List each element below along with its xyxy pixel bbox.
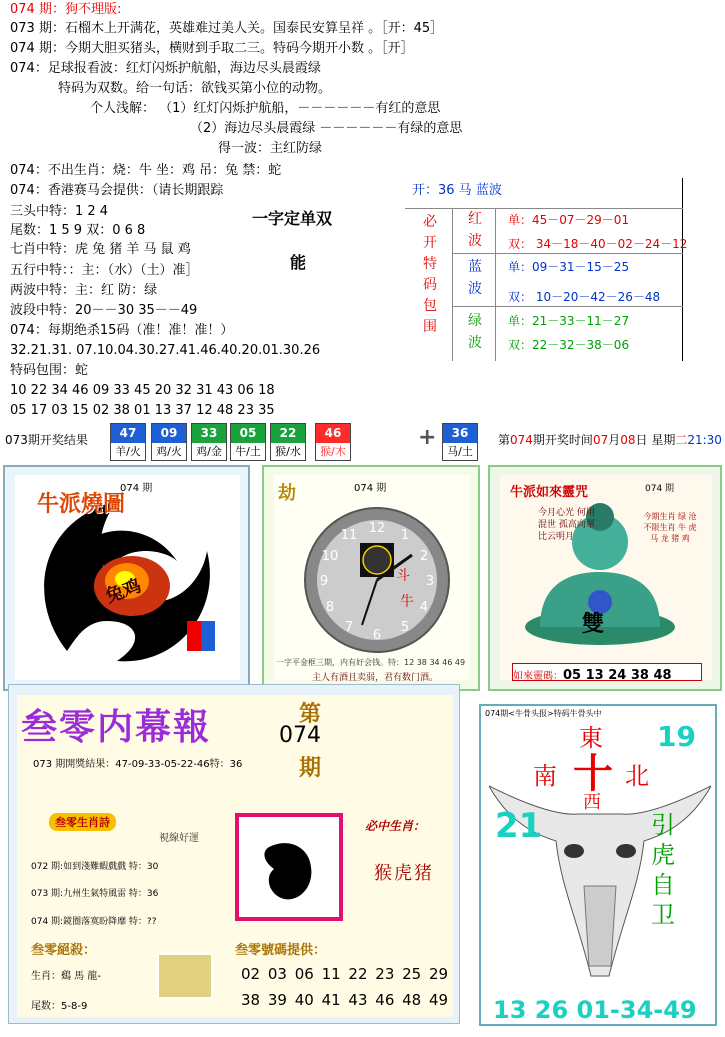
- wave-green-label: 绿 波: [468, 313, 482, 351]
- svg-text:4: 4: [419, 600, 429, 615]
- wave-green-odd: 单：21－33－11－27: [508, 314, 630, 328]
- text-line-8: 得一波：主红防绿: [218, 141, 323, 156]
- svg-text:7: 7: [344, 620, 354, 635]
- edition-title: 狗不理版:: [64, 2, 122, 17]
- skull-bottom-numbers: 13 26 01-34-49: [493, 996, 697, 1024]
- text-line-7: （2）海边尽头晨霞绿 －－－－－－有绿的意思: [190, 121, 463, 136]
- ball-number: 47: [111, 424, 145, 443]
- single-double-banner: 一字定单双: [252, 209, 333, 228]
- wave-green-even: 双：22－32－38－06: [508, 338, 630, 352]
- svg-text:2: 2: [419, 549, 429, 564]
- text-line-4: 074：足球报看波：红灯闪烁护航船，海边尽头晨霞绿: [10, 61, 321, 76]
- ball-zodiac: 猴/木: [320, 445, 346, 458]
- skull-number-21: 21: [495, 806, 543, 846]
- text-line-3: 074 期：今期大胆买猪头，横财到手取二三。特码今期开小数 。［开］: [10, 41, 414, 56]
- dir-north: 北: [625, 762, 649, 790]
- issue-number: 074 期：: [10, 2, 65, 17]
- insider-codes-2: 38 39 40 41 43 46 48 49: [241, 991, 449, 1009]
- text-line-21: 05 17 03 15 02 38 01 13 37 12 48 23 35: [10, 403, 275, 418]
- text-line-13: 七肖中特：虎 兔 猪 羊 马 鼠 鸡: [10, 242, 191, 257]
- clock-face: [302, 505, 452, 655]
- insider-code-label: 叁零號碼提供：: [235, 943, 327, 958]
- text-line-6: 个人浅解： （1）红灯闪烁护航船，－－－－－－有红的意思: [90, 101, 441, 116]
- skull-number-19: 19: [657, 720, 696, 753]
- insider-kill-sx: 生肖：鷄 馬 龍-: [31, 971, 101, 982]
- skull-header: 074期<牛骨头报>特码牛骨头中: [485, 709, 602, 718]
- text-line-12: 尾数：1 5 9 双：0 6 8: [10, 223, 146, 238]
- insider-codes-1: 02 03 06 11 22 23 25 29: [241, 965, 449, 983]
- svg-text:12: 12: [368, 521, 386, 536]
- clock-issue: 074 期: [354, 483, 387, 494]
- wave-open-prefix: 开：36 马: [412, 183, 476, 198]
- text-line-17: 074：每期绝杀15码（准！准！准！）: [10, 323, 234, 338]
- plus-sign: +: [418, 425, 437, 450]
- wave-blue-label: 蓝 波: [468, 259, 482, 297]
- text-line-9: 074：不出生肖：烧：牛 坐：鸡 吊：兔 禁：蛇: [10, 163, 282, 178]
- wave-side-label: 必 开 特 码 包 围: [423, 214, 437, 335]
- insider-tag2: 視線好運: [159, 833, 199, 844]
- insider-kill-label: 叁零絕殺：: [31, 943, 97, 958]
- dir-cross: 十: [573, 751, 613, 797]
- dir-west: 西: [583, 792, 601, 813]
- svg-text:1: 1: [400, 528, 410, 543]
- clock-title: 劫: [278, 483, 296, 504]
- insider-qi: 期: [299, 756, 322, 781]
- result-label: 073期开奖结果: [5, 433, 88, 447]
- svg-text:5: 5: [400, 620, 410, 635]
- insider-image-box: [235, 813, 343, 921]
- svg-text:3: 3: [425, 574, 435, 589]
- svg-text:8: 8: [325, 600, 335, 615]
- wave-open-color: 蓝波: [475, 183, 502, 198]
- result-ball: [110, 423, 146, 461]
- ball-number: 22: [271, 424, 305, 443]
- text-line-18: 32.21.31. 07.10.04.30.27.41.46.40.20.01.30.26: [10, 343, 321, 358]
- text-line-2: 073 期：石榴木上开满花，英雄难过美人关。国泰民安算呈祥 。［开：45］: [10, 21, 444, 36]
- wave-open-line: [412, 182, 502, 200]
- ball-number: 33: [192, 424, 226, 443]
- result-ball: [191, 423, 227, 461]
- text-line-16: 波段中特：20－－30 35－－49: [10, 303, 198, 318]
- clock-word-2: 牛: [400, 594, 414, 610]
- panel-burn-chart: [3, 465, 250, 691]
- panel-insider: [8, 684, 460, 1024]
- ball-number: 36: [443, 424, 477, 443]
- ball-zodiac: 猴/水: [275, 445, 301, 458]
- text-line-14: 五行中特：：主：（水）（土）准］: [10, 263, 199, 278]
- clock-bottom-1: 一字平金框三期，内有好会钱。特：12 38 34 46 49: [276, 658, 466, 667]
- wave-red-even: 双： 34－18－40－02－24－12: [508, 237, 688, 251]
- panel-clock: [262, 465, 480, 691]
- insider-row-3: 074 期:鏡圈落寞盼降靡 特：??: [31, 917, 157, 927]
- result-ball: [151, 423, 187, 461]
- buddha-issue: 074 期: [645, 484, 675, 494]
- result-ball: [270, 423, 306, 461]
- wave-red-odd: 单：45－07－29－01: [508, 213, 630, 227]
- insider-tag1: 叁零生肖詩: [49, 813, 116, 831]
- text-line-5: 特码为双数。给一句话：欲钱买第小位的动物。: [58, 81, 332, 96]
- svg-text:6: 6: [372, 628, 382, 643]
- burn-title: 牛派燒圖: [37, 491, 126, 517]
- ball-zodiac: 羊/火: [115, 445, 141, 458]
- svg-text:10: 10: [321, 549, 339, 564]
- insider-row-1: 072 期:如到淺難蝦戲戲 特：30: [31, 862, 159, 872]
- insider-zodiac: 猴虎猪: [374, 863, 434, 884]
- text-line-11: 三头中特：1 2 4: [10, 204, 109, 219]
- ball-number: 46: [316, 424, 350, 443]
- wave-table: [405, 178, 688, 361]
- wave-blue-even: 双： 10－20－42－26－48: [508, 290, 661, 304]
- ball-zodiac: 鸡/金: [196, 445, 222, 458]
- issue-line: [10, 1, 121, 19]
- next-draw-info: 第074期开奖时间07月08日 星期二21:30: [498, 433, 722, 447]
- panel-skull: [479, 704, 717, 1026]
- text-line-10: 074：香港赛马会提供：（请长期跟踪: [10, 183, 224, 198]
- svg-text:11: 11: [340, 528, 358, 543]
- result-ball: [315, 423, 351, 461]
- buddha-bottom: 如來靈碼：05 13 24 38 48: [512, 663, 702, 681]
- result-ball: [442, 423, 478, 461]
- text-line-20: 10 22 34 46 09 33 45 20 32 31 43 06 18: [10, 383, 275, 398]
- text-line-15: 两波中特：主：红 防：绿: [10, 283, 158, 298]
- burn-issue: 074 期: [120, 483, 153, 494]
- ball-zodiac: 牛/土: [235, 445, 261, 458]
- insider-issue: 074: [279, 723, 321, 748]
- insider-zodiac-label: 必中生肖：: [365, 819, 426, 833]
- insider-prev: 073 期開獎結果：47-09-33-05-22-46特：36: [33, 759, 243, 770]
- panel-buddha: [488, 465, 722, 691]
- dir-south: 南: [533, 762, 557, 790]
- wave-red-label: 红 波: [468, 211, 482, 249]
- ball-zodiac: 马/土: [447, 445, 473, 458]
- insider-di: 第: [299, 702, 322, 727]
- ball-number: 05: [231, 424, 265, 443]
- skull-vertical-text: 引 虎 自 卫: [651, 811, 675, 929]
- text-line-19: 特码包围：蛇: [10, 363, 89, 378]
- result-ball: [230, 423, 266, 461]
- insider-row-2: 073 期:九州生氣特風雷 特：36: [31, 889, 159, 899]
- single-double-banner-2: 能: [290, 253, 307, 272]
- dir-east: 東: [579, 724, 603, 752]
- buddha-title: 牛派如來靈咒: [510, 485, 589, 500]
- insider-kill-ws: 尾数：5-8-9: [31, 1001, 88, 1012]
- clock-bottom-2: 主人有酒且卖弱，君有数门酒。: [312, 673, 439, 683]
- clock-word-1: 斗: [396, 568, 410, 584]
- buddha-pick: 今期生肖 绿 沧 不限生肖 牛 虎 马 龙 猪 鸡: [643, 512, 697, 543]
- buddha-big: 雙: [582, 612, 605, 637]
- wave-blue-odd: 单：09－31－15－25: [508, 260, 630, 274]
- insider-title: 叁零内幕報: [21, 706, 212, 748]
- buddha-poem: 今月心光 何用混世 孤高向翠 比云明月: [538, 508, 595, 542]
- ball-number: 09: [152, 424, 186, 443]
- svg-text:9: 9: [319, 574, 329, 589]
- ball-zodiac: 鸡/火: [156, 445, 182, 458]
- insider-kill-icon: [157, 953, 213, 999]
- burn-zodiac: 兔鸡: [103, 575, 145, 608]
